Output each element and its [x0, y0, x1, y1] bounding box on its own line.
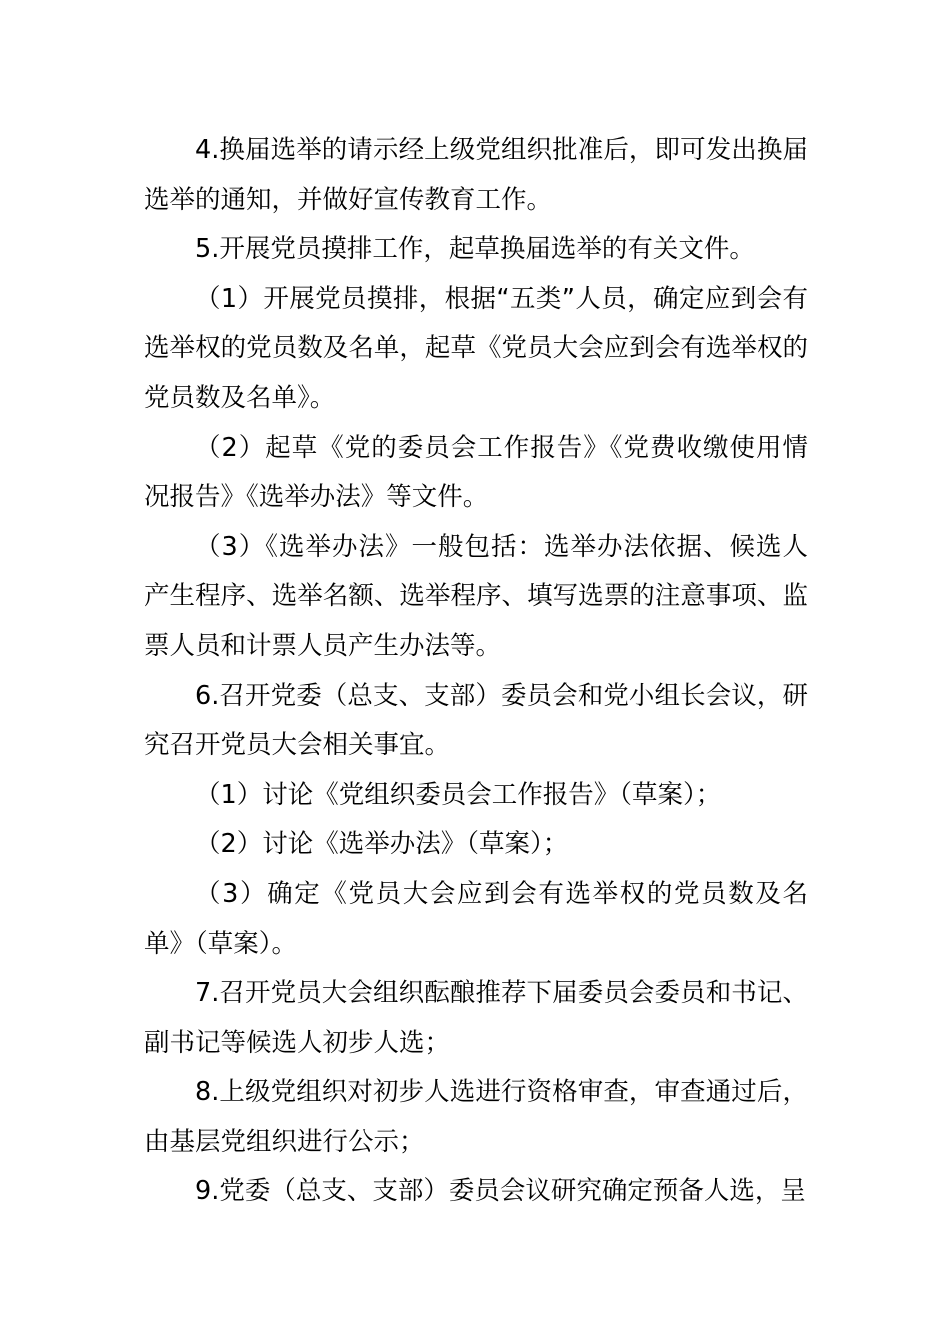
paragraph-item-6-2: （2）讨论《选举办法》（草案）； — [195, 829, 569, 860]
paragraph-item-5-3: （3）《选举办法》一般包括：选举办法依据、候选人产生程序、选举名额、选举程序、填写选票的注意事项、监票人员和计票人员产生办法等。 — [144, 531, 808, 661]
paragraph-item-4: 4.换届选举的请示经上级党组织批准后，即可发出换届选举的通知，并做好宣传教育工作。 — [144, 135, 808, 215]
document-body — [144, 126, 808, 1217]
paragraph-item-9: 9.党委（总支、支部）委员会议研究确定预备人选，呈 — [195, 1176, 806, 1207]
paragraph-item-6-3: （3）确定《党员大会应到会有选举权的党员数及名单》（草案）。 — [144, 878, 808, 959]
paragraph-item-7: 7.召开党员大会组织酝酿推荐下届委员会委员和书记、副书记等候选人初步人选； — [144, 978, 808, 1058]
paragraph-item-8: 8.上级党组织对初步人选进行资格审查，审查通过后，由基层党组织进行公示； — [144, 1077, 808, 1157]
paragraph-item-5-2: （2）起草《党的委员会工作报告》《党费收缴使用情况报告》《选举办法》等文件。 — [144, 432, 808, 513]
paragraph-item-6-1: （1）讨论《党组织委员会工作报告》（草案）； — [195, 779, 722, 810]
paragraph-item-5-1: （1）开展党员摸排，根据“五类”人员，确定应到会有选举权的党员数及名单，起草《党员大会应到会有选举权的党员数及名单》。 — [144, 283, 808, 413]
paragraph-item-6: 6.召开党委（总支、支部）委员会和党小组长会议，研究召开党员大会相关事宜。 — [144, 680, 808, 761]
paragraph-item-5: 5.开展党员摸排工作，起草换届选举的有关文件。 — [195, 234, 755, 265]
